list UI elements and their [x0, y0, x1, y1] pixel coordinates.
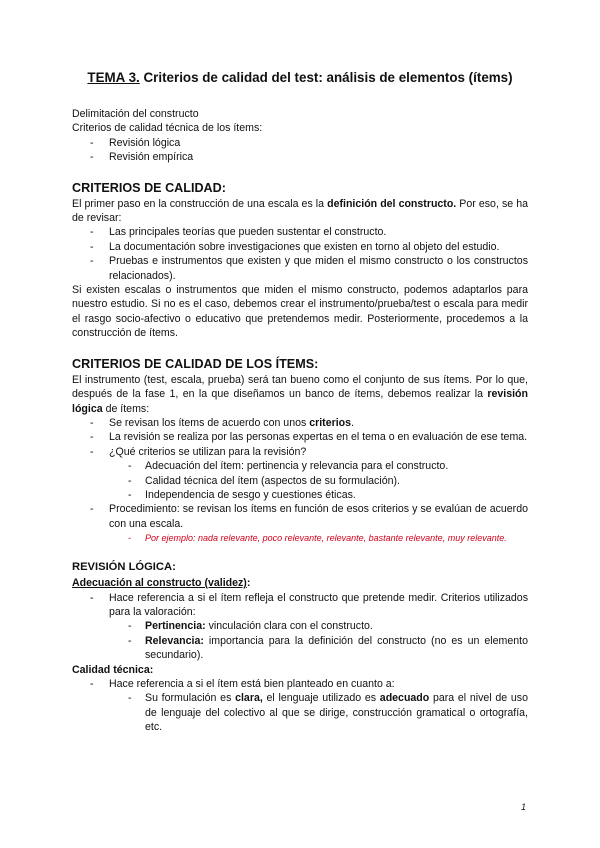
- bold-run: revisión lógica: [72, 388, 528, 415]
- list-item: - ¿Qué criterios se utilizan para la revisión?: [72, 445, 528, 459]
- paragraph: Si existen escalas o instrumentos que miden el mismo constructo, podemos adaptarlos para nuestro estudio. Si no es el caso, debemos crear el instrumento/prueba/test o escala para medir el rasgo socio-afectivo o educativo que pretendemos medir. Posteriormente, procedemos a la construcción de ítems.: [72, 284, 528, 340]
- sub-list-item: [72, 619, 528, 633]
- text-run: Su formulación es: [145, 692, 236, 705]
- title-text: Criterios de calidad del test: análisis de elementos (ítems): [139, 70, 513, 85]
- section-heading: REVISIÓN LÓGICA:: [72, 561, 176, 574]
- list-item: - Pruebas e instrumentos que existen y que miden el mismo constructo o los constructos relacionados).: [72, 254, 528, 283]
- underlined-run: Adecuación al constructo (validez): [72, 577, 247, 590]
- list-item: - Hace referencia a si el ítem refleja el constructo que pretende medir. Criterios utilizados para la valoración:: [72, 591, 528, 620]
- subheading: [72, 576, 528, 590]
- list-item: - La revisión se realiza por las personas expertas en el tema o en evaluación de ese tema.: [72, 430, 528, 444]
- section-heading: CRITERIOS DE CALIDAD:: [72, 180, 226, 195]
- bullet-list: [72, 416, 528, 545]
- page-title: [72, 70, 528, 86]
- intro-list: [72, 136, 528, 165]
- sub-list-item: - Calidad técnica del ítem (aspectos de su formulación).: [72, 474, 528, 488]
- example-note: - Por ejemplo: nada relevante, poco relevante, relevante, bastante relevante, muy relevante.: [72, 531, 528, 545]
- bold-run: definición del constructo.: [327, 197, 457, 210]
- text-run: El primer paso en la construcción de una escala es la: [72, 197, 328, 210]
- bold-run: criterios: [309, 416, 352, 429]
- bullet-list: [72, 677, 528, 735]
- text-run: el lenguaje utilizado es: [262, 692, 380, 705]
- section-heading: CRITERIOS DE CALIDAD DE LOS ÍTEMS:: [72, 356, 319, 371]
- bold-run: adecuado: [379, 692, 430, 705]
- text-run: .: [351, 416, 354, 429]
- list-item: - Revisión lógica: [72, 136, 528, 150]
- text-run: importancia para la definición del constructo (no es un elemento secundario).: [145, 634, 528, 662]
- list-item: [72, 416, 528, 430]
- bullet-list: [72, 591, 528, 663]
- text-run: :: [246, 577, 251, 590]
- bold-run: Pertinencia:: [145, 620, 206, 633]
- sub-list-item: [72, 691, 528, 734]
- text-run: de ítems:: [102, 402, 150, 415]
- intro-line: Criterios de calidad técnica de los ítems:: [72, 122, 263, 135]
- paragraph: [72, 373, 528, 416]
- text-run: Se revisan los ítems de acuerdo con unos: [109, 416, 310, 429]
- text-run: para el nivel de uso de lenguaje del colectivo al que se dirige, construcción gramatical o ortografía, etc.: [145, 692, 528, 734]
- list-item: - Revisión empírica: [72, 150, 528, 164]
- paragraph: [72, 197, 528, 226]
- sub-list-item: - Adecuación del ítem: pertinencia y relevancia para el constructo.: [72, 459, 528, 473]
- title-number: TEMA 3.: [87, 70, 140, 85]
- intro-line: Delimitación del constructo: [72, 108, 199, 120]
- list-item: - Las principales teorías que pueden sustentar el constructo.: [72, 225, 528, 239]
- bullet-list: [72, 225, 528, 283]
- list-item: - Hace referencia a si el ítem está bien planteado en cuanto a:: [72, 677, 528, 691]
- text-run: Por eso, se ha de revisar:: [72, 197, 528, 225]
- sub-list-item: [72, 634, 528, 663]
- text-run: El instrumento (test, escala, prueba) será tan bueno como el conjunto de sus ítems. Por lo que, después de la fase 1, en la que diseñamos un banco de ítems, debemos realizar la: [72, 373, 528, 401]
- list-item: - Procedimiento: se revisan los ítems en función de esos criterios y se evalúan de acuerdo con una escala.: [72, 502, 528, 531]
- page-number: 1: [520, 802, 526, 812]
- list-item: - La documentación sobre investigaciones que existen en torno al objeto del estudio.: [72, 240, 528, 254]
- bold-run: Relevancia:: [145, 634, 204, 647]
- sub-list-item: - Independencia de sesgo y cuestiones éticas.: [72, 488, 528, 502]
- bold-run: clara,: [235, 692, 263, 705]
- text-run: vinculación clara con el constructo.: [205, 620, 373, 633]
- subheading: Calidad técnica:: [72, 663, 154, 676]
